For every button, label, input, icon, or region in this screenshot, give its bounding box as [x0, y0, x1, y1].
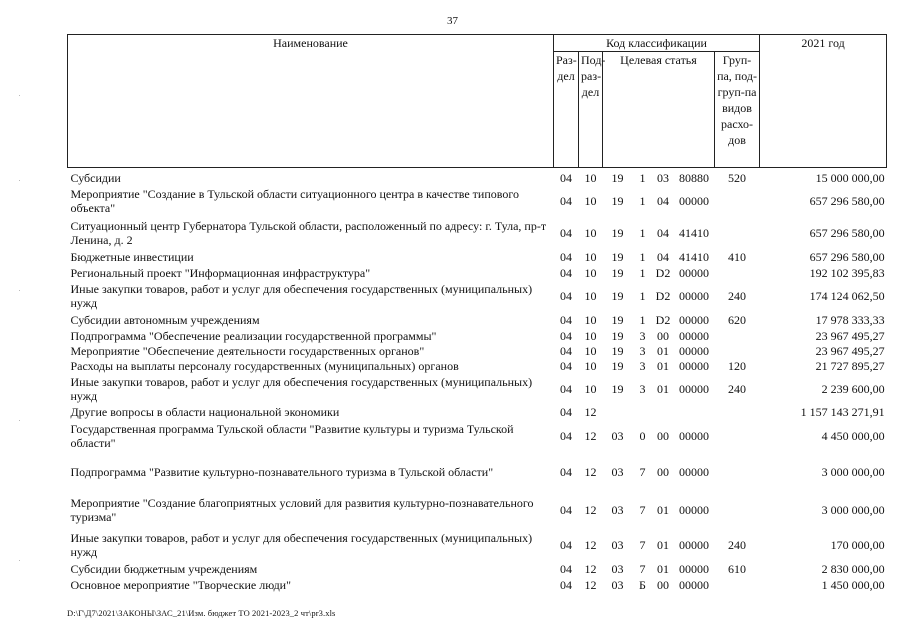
row-code-cs4: 00000: [679, 503, 709, 517]
row-code-cs1: 19: [611, 265, 624, 280]
table-row: [68, 420, 887, 452]
row-name: Ситуационный центр Губернатора Тульской области, расположенный по адресу: г. Тула, пр-т Ленина, д. 2: [70, 219, 547, 247]
row-name: Иные закупки товаров, работ и услуг для обеспечения государственных (муниципальных) нужд: [70, 374, 533, 403]
footer-file-path: D:\Г\Д7\2021\ЗАКОНЫ\ЗАС_21\Изм. бюджет ТО 2021-2023_2 чт\pr3.xls: [67, 608, 336, 618]
row-code-cs1: 19: [611, 226, 624, 240]
row-name: Региональный проект "Информационная инфраструктура": [70, 265, 371, 280]
row-code-razdel: 04: [560, 429, 572, 443]
budget-table: [67, 34, 887, 593]
row-amount: 21 727 895,27: [815, 358, 885, 373]
row-code-cs2: 7: [639, 464, 646, 479]
row-code-cs4: 00000: [679, 265, 709, 280]
row-name: Мероприятие "Обеспечение деятельности государственных органов": [70, 343, 425, 358]
row-amount: 170 000,00: [830, 537, 885, 552]
row-amount: 23 967 495,27: [815, 328, 885, 343]
row-code-podrazdel: 10: [584, 328, 597, 343]
row-code-razdel: 04: [560, 226, 572, 240]
row-amount: 1 157 143 271,91: [800, 405, 885, 419]
row-code-cs1: 19: [611, 250, 624, 264]
row-code-cs3: 04: [657, 226, 669, 240]
row-code-cs3: 00: [657, 578, 669, 592]
row-amount: 3 000 000,00: [821, 464, 885, 479]
row-code-cs2: 1: [639, 171, 646, 185]
row-name: Другие вопросы в области национальной экономики: [70, 405, 340, 419]
row-code-cs3: D2: [655, 313, 671, 327]
table-row: [68, 373, 887, 404]
table-header: [68, 35, 887, 168]
row-code-cs1: [603, 404, 633, 420]
row-code-cs4: 41410: [679, 250, 709, 264]
row-code-podrazdel: 10: [584, 171, 597, 185]
row-code-razdel: 04: [560, 405, 572, 419]
row-name: Иные закупки товаров, работ и услуг для обеспечения государственных (муниципальных) нужд: [70, 530, 533, 559]
row-code-cs2: 3: [639, 343, 646, 358]
row-code-cs3: 01: [657, 537, 669, 552]
row-amount: 23 967 495,27: [815, 343, 885, 358]
page-number: 37: [447, 15, 458, 27]
row-name: Субсидии бюджетным учреждениям: [70, 561, 258, 576]
row-code-cs3: 00: [657, 429, 669, 443]
row-code-podrazdel: 12: [584, 405, 597, 419]
table-body: [68, 168, 887, 594]
row-code-cs2: 3: [639, 328, 646, 343]
row-code-razdel: 04: [560, 561, 572, 576]
row-code-razdel: 04: [560, 578, 572, 592]
row-code-cs3: 03: [657, 171, 669, 185]
row-amount: 174 124 062,50: [809, 289, 885, 303]
row-code-cs1: 03: [611, 537, 624, 552]
row-code-vr: 520: [728, 171, 747, 185]
row-code-cs4: 80880: [679, 171, 709, 185]
table-row: [68, 529, 887, 560]
row-code-podrazdel: 10: [584, 358, 597, 373]
row-code-podrazdel: 12: [584, 537, 597, 552]
row-name: Мероприятие "Создание в Тульской области ситуационного центра в качестве типового объекта": [70, 187, 519, 215]
row-code-vr: [715, 452, 760, 491]
row-code-cs1: 03: [611, 561, 624, 576]
row-code-podrazdel: 12: [584, 503, 597, 517]
row-amount: 657 296 580,00: [809, 194, 885, 208]
row-name: Субсидии автономным учреждениям: [70, 313, 260, 327]
row-code-cs4: 00000: [679, 343, 709, 358]
row-code-cs2: 7: [639, 537, 646, 552]
row-code-podrazdel: 10: [584, 265, 597, 280]
row-code-cs4: 00000: [679, 358, 709, 373]
row-code-cs4: 00000: [679, 194, 709, 208]
row-code-cs3: [653, 404, 674, 420]
row-code-razdel: 04: [560, 328, 572, 343]
row-code-cs3: 00: [657, 328, 669, 343]
row-code-podrazdel: 10: [584, 194, 597, 208]
table-row: [68, 328, 887, 343]
row-code-cs3: 01: [657, 381, 669, 396]
header-name: Наименование: [68, 35, 554, 168]
row-code-cs1: 03: [611, 503, 624, 517]
row-code-cs2: 3: [639, 358, 646, 373]
scan-margin-line: [19, 420, 20, 421]
row-code-cs2: 1: [639, 250, 646, 264]
row-amount: 2 830 000,00: [821, 561, 885, 576]
row-code-vr: [715, 185, 760, 217]
row-code-cs3: 04: [657, 250, 669, 264]
table-row: [68, 577, 887, 593]
row-code-cs3: 01: [657, 343, 669, 358]
header-expense-group: Груп-па, под-груп-па видов расхо-дов: [715, 52, 760, 168]
row-code-cs4: 00000: [679, 578, 709, 592]
row-code-cs4: 41410: [679, 226, 709, 240]
header-subsection: Под-раз-дел: [579, 52, 603, 168]
row-code-cs3: 01: [657, 358, 669, 373]
row-code-vr: [715, 420, 760, 452]
row-code-cs4: 00000: [679, 289, 709, 303]
row-code-cs1: 19: [611, 171, 624, 185]
header-classification: Код классификации: [554, 35, 760, 52]
row-code-cs3: 01: [657, 561, 669, 576]
row-code-cs4: 00000: [679, 464, 709, 479]
row-code-cs2: 7: [639, 503, 646, 517]
row-code-razdel: 04: [560, 171, 572, 185]
row-code-vr: 620: [728, 313, 747, 327]
row-code-cs1: 03: [611, 464, 624, 479]
header-year: 2021 год: [760, 35, 887, 168]
row-code-razdel: 04: [560, 250, 572, 264]
header-target-item: Целевая статья: [603, 52, 715, 168]
row-amount: 657 296 580,00: [809, 250, 885, 264]
table-row: [68, 249, 887, 265]
row-code-cs1: 19: [611, 343, 624, 358]
scan-margin-line: [19, 95, 20, 96]
row-code-podrazdel: 10: [584, 250, 597, 264]
row-name: Бюджетные инвестиции: [70, 250, 194, 264]
row-code-cs4: 00000: [679, 561, 709, 576]
row-code-cs2: 3: [639, 381, 646, 396]
row-code-cs2: 1: [639, 194, 646, 208]
row-code-razdel: 04: [560, 381, 572, 396]
row-name: Государственная программа Тульской области "Развитие культуры и туризма Тульской области": [70, 422, 514, 450]
row-code-cs2: 1: [639, 265, 646, 280]
row-code-razdel: 04: [560, 289, 572, 303]
table-row: [68, 560, 887, 577]
row-code-cs1: 19: [611, 358, 624, 373]
row-code-vr: 240: [728, 537, 747, 552]
row-name: Основное мероприятие "Творческие люди": [70, 578, 291, 592]
row-amount: 192 102 395,83: [809, 265, 885, 280]
row-name: Субсидии: [70, 171, 121, 185]
row-name: Расходы на выплаты персоналу государственных (муниципальных) органов: [70, 358, 459, 373]
row-code-razdel: 04: [560, 537, 572, 552]
row-code-vr: 240: [728, 381, 747, 396]
table-row: [68, 343, 887, 358]
row-code-vr: [715, 265, 760, 280]
row-code-cs1: 19: [611, 194, 624, 208]
row-code-cs2: 1: [639, 226, 646, 240]
row-code-cs4: 00000: [679, 429, 709, 443]
row-code-cs4: 00000: [679, 537, 709, 552]
row-name: Иные закупки товаров, работ и услуг для обеспечения государственных (муниципальных) нужд: [70, 282, 533, 310]
row-code-vr: 240: [728, 289, 747, 303]
scan-margin-line: [19, 290, 20, 291]
table-row: [68, 217, 887, 249]
row-code-podrazdel: 12: [584, 578, 597, 592]
row-name: Мероприятие "Создание благоприятных условий для развития культурно-познавательного туризма": [70, 496, 534, 524]
row-code-podrazdel: 10: [584, 313, 597, 327]
row-code-cs4: 00000: [679, 328, 709, 343]
row-code-vr: [715, 343, 760, 358]
row-code-razdel: 04: [560, 313, 572, 327]
row-code-podrazdel: 12: [584, 561, 597, 576]
row-amount: 1 450 000,00: [821, 578, 885, 592]
row-code-cs3: 04: [657, 194, 669, 208]
table-row: [68, 168, 887, 186]
table-row: [68, 404, 887, 420]
header-section: Раз-дел: [554, 52, 579, 168]
row-code-vr: 610: [728, 561, 747, 576]
row-code-podrazdel: 10: [584, 343, 597, 358]
row-code-cs3: D2: [655, 265, 671, 280]
row-amount: 15 000 000,00: [815, 171, 885, 185]
row-name: Подпрограмма "Обеспечение реализации государственной программы": [70, 328, 437, 343]
row-code-vr: [715, 328, 760, 343]
row-code-podrazdel: 10: [584, 381, 597, 396]
scan-margin-line: [19, 180, 20, 181]
row-amount: 4 450 000,00: [821, 429, 885, 443]
table-row: [68, 280, 887, 312]
row-code-cs2: Б: [639, 578, 646, 592]
row-code-razdel: 04: [560, 464, 572, 479]
row-code-cs2: 0: [639, 429, 646, 443]
row-code-cs3: D2: [655, 289, 671, 303]
row-code-vr: [715, 404, 760, 420]
row-code-podrazdel: 10: [584, 226, 597, 240]
row-code-cs2: [633, 404, 653, 420]
row-code-cs4: 00000: [679, 313, 709, 327]
table-row: [68, 358, 887, 373]
row-code-podrazdel: 12: [584, 429, 597, 443]
row-code-vr: [715, 491, 760, 529]
row-amount: 17 978 333,33: [815, 313, 885, 327]
row-code-razdel: 04: [560, 265, 572, 280]
row-code-cs1: 19: [611, 381, 624, 396]
row-code-podrazdel: 10: [584, 289, 597, 303]
row-code-podrazdel: 12: [584, 464, 597, 479]
row-code-cs2: 1: [639, 313, 646, 327]
row-code-cs4: 00000: [679, 381, 709, 396]
row-code-cs1: 19: [611, 289, 624, 303]
row-code-cs3: 01: [657, 503, 669, 517]
row-amount: 2 239 600,00: [821, 381, 885, 396]
scan-margin-line: [19, 560, 20, 561]
row-code-vr: [715, 577, 760, 593]
row-code-cs2: 1: [639, 289, 646, 303]
row-code-razdel: 04: [560, 343, 572, 358]
row-code-vr: 410: [728, 250, 747, 264]
table-row: [68, 491, 887, 529]
row-amount: 3 000 000,00: [821, 503, 885, 517]
row-code-vr: 120: [728, 358, 747, 373]
row-code-razdel: 04: [560, 194, 572, 208]
row-code-cs3: 00: [657, 464, 669, 479]
row-code-razdel: 04: [560, 503, 572, 517]
row-name: Подпрограмма "Развитие культурно-познавательного туризма в Тульской области": [70, 464, 494, 479]
row-code-razdel: 04: [560, 358, 572, 373]
row-code-cs1: 19: [611, 313, 624, 327]
row-code-cs1: 03: [611, 578, 624, 592]
row-code-vr: [715, 217, 760, 249]
row-code-cs1: 03: [611, 429, 624, 443]
row-code-cs2: 7: [639, 561, 646, 576]
table-row: [68, 452, 887, 491]
row-code-cs1: 19: [611, 328, 624, 343]
row-amount: 657 296 580,00: [809, 226, 885, 240]
row-code-cs4: [674, 404, 715, 420]
table-row: [68, 185, 887, 217]
table-row: [68, 312, 887, 328]
table-row: [68, 265, 887, 280]
